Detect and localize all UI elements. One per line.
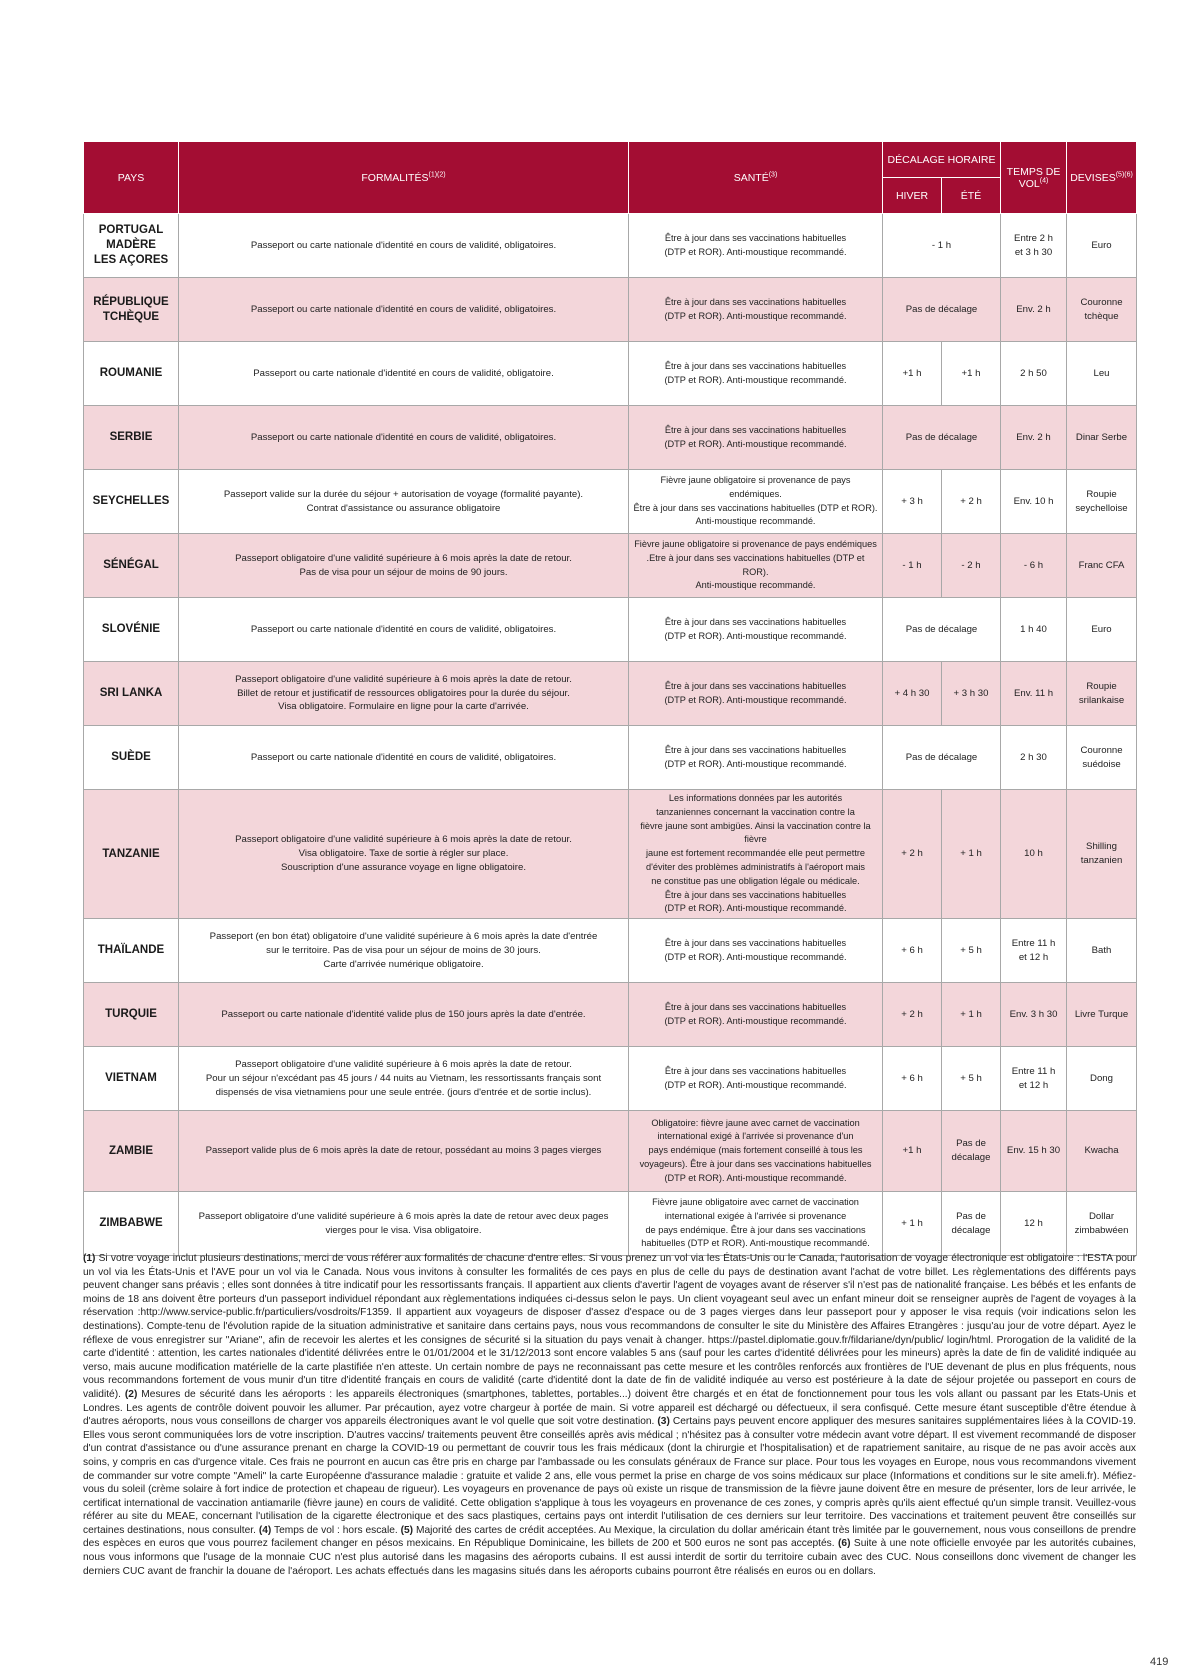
table-row [84,1192,1137,1256]
table-row [84,983,1137,1047]
devise-cell: Kwacha [1067,1111,1137,1192]
sante-cell: Obligatoire: fièvre jaune avec carnet de vaccination international exigé à l'arrivée si provenance d'un pays endémique (mais fortement conseillé à tous les voyageurs). Être à jour dans ses vaccinations habituelles (DTP et ROR). Anti-moustique recommandé. [629,1111,883,1192]
devise-cell: Roupie seychelloise [1067,470,1137,534]
travel-info-table [83,141,1137,1256]
formalites-cell: Passeport obligatoire d'une validité supérieure à 6 mois après la date de retour. Billet de retour et justificatif de ressources obligatoires pour la durée du séjour. Visa obligatoire. Formulaire en ligne pour la carte d'arrivée. [179,662,629,726]
table-row [84,662,1137,726]
formalites-cell: Passeport obligatoire d'une validité supérieure à 6 mois après la date de retour. Pour un séjour n'excédant pas 45 jours / 44 nuits au Vietnam, les ressortissants français sont dispensés de visa vietnamiens pour une seule entrée. (jours d'entrée et de sortie inclus). [179,1047,629,1111]
ete-cell: - 2 h [942,534,1001,598]
formalites-cell: Passeport ou carte nationale d'identité en cours de validité, obligatoires. [179,726,629,790]
header-hiver: HIVER [883,178,942,214]
sante-cell: Être à jour dans ses vaccinations habituelles (DTP et ROR). Anti-moustique recommandé. [629,598,883,662]
formalites-cell: Passeport ou carte nationale d'identité valide plus de 150 jours après la date d'entrée. [179,983,629,1047]
header-devises: $DEVISES^{(5)(6)}$ [1067,142,1137,214]
footnote-number: (6) [838,1538,851,1550]
formalites-cell: Passeport ou carte nationale d'identité en cours de validité, obligatoire. [179,342,629,406]
temps-de-vol-cell: Entre 2 h et 3 h 30 [1001,214,1067,278]
sante-cell: Fièvre jaune obligatoire si provenance de pays endémiques. Être à jour dans ses vaccinations habituelles (DTP et ROR). Anti-moustique recommandé. [629,470,883,534]
temps-de-vol-cell: Env. 15 h 30 [1001,1111,1067,1192]
temps-de-vol-cell: 1 h 40 [1001,598,1067,662]
sante-cell: Être à jour dans ses vaccinations habituelles (DTP et ROR). Anti-moustique recommandé. [629,726,883,790]
country-cell: SUÈDE [84,726,179,790]
header-decalage-horaire: DÉCALAGE HORAIRE [883,142,1001,178]
ete-cell: +1 h [942,342,1001,406]
ete-cell: + 1 h [942,790,1001,919]
footnote-number: (2) [124,1388,138,1400]
country-cell: RÉPUBLIQUE TCHÈQUE [84,278,179,342]
footnote-text: Certains pays peuvent encore appliquer des mesures sanitaires supplémentaires liées à la COVID-19. Elles vous seront communiquées lors de votre inscription. D'autres vaccins/ traitements peuvent être conseillés après avis médical ; n'hésitez pas à consulter votre médecin avant votre départ. Il est vivement recommandé de disposer d'un contrat d'assistance ou d'une assurance prenant en charge la COVID-19 ou permettant de couvrir tous les frais médicaux (dont la chirurgie et l'hospitalisation) et de rapatriement sanitaire, au risque de ne pas avoir accès aux soins, y compris en cas d'urgence vitale. Ces frais ne pourront en aucun cas être pris en charge par l'ambassade ou les consulats généraux de France sur place. Pour tous les voyages en Europe, nous vous recommandons vivement de commander sur votre compte "Ameli" la carte Européenne d'assurance maladie : gratuite et valide 2 ans, elle vous permet la prise en charge de vos soins médicaux sur place (Informations et conditions sur le site ameli.fr). Méfiez-vous du soleil (crème solaire à fort indice de protection et chapeau de rigueur). Les voyageurs en provenance de pays où existe un risque de transmission de la fièvre jaune doivent être en mesure de présenter, lors de leur arrivée, le certificat international de vaccination antiamarile (fièvre jaune) en cours de validité. Cette obligation s'applique à tous les voyageurs en provenance de ces zones, y compris après qu'ils aient effectué qu'un simple transit. Veuillez-vous référer au site du MEAE, concernant l'utilisation de la cigarette électronique et des sacs plastiques, certains pays ont interdit l'utilisation de ces derniers sur leur territoire. Des vaccinations et traitement peuvent être conseillés sur certaines destinations, nous consulter. [83,1416,1136,1536]
table-body [84,214,1137,1256]
footnote-text: Mesures de sécurité dans les aéroports : les appareils électroniques (smartphones, tablettes, portables...) doivent être chargés et en état de fonctionnement pour tous les vols allant ou passant par les Etats-Unis et Londres. Les agents de contrôle doivent pouvoir les allumer. Par précaution, ayez votre chargeur à portée de main. Si votre appareil est déchargé ou défectueux, il sera confisqué. Cette mesure étant susceptible d'être étendue à d'autres aéroports, nous vous conseillons de charger vos appareils électroniques avant le vol quelle que soit votre destination. [83,1388,1136,1428]
sante-cell: Les informations données par les autorités tanzaniennes concernant la vaccination contre la fièvre jaune sont ambigües. Ainsi la vaccination contre la fièvre jaune est fortement recommandée elle peut permettre d'éviter des problèmes administratifs à l'aéroport mais ne constitue pas une obligation légale ou médicale. Être à jour dans ses vaccinations habituelles (DTP et ROR). Anti-moustique recommandé. [629,790,883,919]
formalites-cell: Passeport ou carte nationale d'identité en cours de validité, obligatoires. [179,278,629,342]
devise-cell: Leu [1067,342,1137,406]
country-cell: PORTUGAL MADÈRE LES AÇORES [84,214,179,278]
hiver-cell: + 2 h [883,983,942,1047]
header-sante: SANTÉ$^{(3)}$ [629,142,883,214]
temps-de-vol-cell: 2 h 30 [1001,726,1067,790]
table-row [84,214,1137,278]
formalites-cell: Passeport (en bon état) obligatoire d'une validité supérieure à 6 mois après la date d'entrée sur le territoire. Pas de visa pour un séjour de moins de 30 jours. Carte d'arrivée numérique obligatoire. [179,919,629,983]
temps-de-vol-cell: 2 h 50 [1001,342,1067,406]
temps-de-vol-cell: Entre 11 h et 12 h [1001,1047,1067,1111]
temps-de-vol-cell: 10 h [1001,790,1067,919]
formalites-cell: Passeport obligatoire d'une validité supérieure à 6 mois après la date de retour. Pas de visa pour un séjour de moins de 90 jours. [179,534,629,598]
hiver-cell: +1 h [883,1111,942,1192]
header-temps-de-vol: TEMPS DE VOL$^{(4)}$ [1001,142,1067,214]
country-cell: ZIMBABWE [84,1192,179,1256]
country-cell: SÉNÉGAL [84,534,179,598]
country-cell: SLOVÉNIE [84,598,179,662]
footnote-number: (3) [657,1416,670,1428]
devise-cell: Roupie srilankaise [1067,662,1137,726]
sante-cell: Fièvre jaune obligatoire avec carnet de vaccination international exigée à l'arrivée si provenance de pays endémique. Être à jour dans ses vaccinations habituelles (DTP et ROR). Anti-moustique recommandé. [629,1192,883,1256]
hiver-cell: + 6 h [883,919,942,983]
devise-cell: Dong [1067,1047,1137,1111]
temps-de-vol-cell: - 6 h [1001,534,1067,598]
devise-cell: Shilling tanzanien [1067,790,1137,919]
devise-cell: Dollar zimbabwéen [1067,1192,1137,1256]
devise-cell: Franc CFA [1067,534,1137,598]
temps-de-vol-cell: Entre 11 h et 12 h [1001,919,1067,983]
formalites-cell: Passeport valide plus de 6 mois après la date de retour, possédant au moins 3 pages vierges [179,1111,629,1192]
footnote-text: Si votre voyage inclut plusieurs destinations, merci de vous référer aux formalités de chacune d'entre elles. Si vous prenez un vol via les États-Unis ou le Canada, l'autorisation de voyage électronique est obligatoire : l'ESTA pour un vol via les États-Unis et l'AVE pour un vol via le Canada. Nous vous invitons à consulter les formalités de ces pays en plus de celle du pays de destination avant l'achat de votre billet. Les règlementations des différents pays peuvent changer sans préavis ; elles sont données à titre indicatif pour les ressortissants français. Il appartient aux clients d'avertir l'agent de voyages avant de réserver s'il n'est pas de nationalité française. Les bébés et les enfants de moins de 18 ans doivent être porteurs d'un passeport individuel répondant aux règlementations indiquées ci-dessus selon le pays. Un client voyageant seul avec un enfant mineur doit se renseigner auprès de l'agent de voyages à la réservation :http://www.service-public.fr/particuliers/vosdroits/F1359. Il appartient aux voyageurs de disposer d'assez d'espace ou de 3 pages vierges dans leur passeport pour y apposer le visa requis (voir indications selon les destinations). Compte-tenu de l'évolution rapide de la situation administrative et sanitaire dans certains pays, nous vous recommandons de consulter le site du Ministère des Affaires Etrangères : jusqu'au jour de votre départ. Ayez le réflexe de vous enregistrer sur "Ariane", afin de recevoir les alertes et les consignes de sécurité si la situation du pays venait à changer. https://pastel.diplomatie.gouv.fr/fildariane/dyn/public/ login/html. Prorogation de la validité de la carte d'identité : attention, les cartes nationales d'identité délivrées entre le 01/01/2004 et le 31/12/2013 sont encore valables 5 ans (sauf pour les cartes d'identité délivrées pour les mineurs) après la date de fin de validité indiquée au verso, mais aucune modification matérielle de la carte plastifiée n'en atteste. Un certain nombre de pays ne reconnaissant pas cette mesure et les contrôles renforcés aux frontières de l'UE devenant de plus en plus fréquents, nous vous recommandons fortement de vous munir d'un titre d'identité français en cours de validité (carte d'identité dont la date de fin de validité indiquée au verso est postérieure à la date de séjour projetée ou passeport en cours de validité). [83,1253,1136,1400]
ete-cell: Pas de décalage [942,1192,1001,1256]
sante-cell: Fièvre jaune obligatoire si provenance de pays endémiques .Etre à jour dans ses vaccinations habituelles (DTP et ROR). Anti-moustique recommandé. [629,534,883,598]
sante-cell: Être à jour dans ses vaccinations habituelles (DTP et ROR). Anti-moustique recommandé. [629,919,883,983]
hiver-cell: + 2 h [883,790,942,919]
decalage-cell: Pas de décalage [883,726,1001,790]
hiver-cell: + 1 h [883,1192,942,1256]
table-row [84,598,1137,662]
decalage-cell: - 1 h [883,214,1001,278]
sante-cell: Être à jour dans ses vaccinations habituelles (DTP et ROR). Anti-moustique recommandé. [629,278,883,342]
country-cell: TURQUIE [84,983,179,1047]
country-cell: SERBIE [84,406,179,470]
decalage-cell: Pas de décalage [883,598,1001,662]
decalage-cell: Pas de décalage [883,406,1001,470]
devise-cell: Couronne tchèque [1067,278,1137,342]
formalites-cell: Passeport ou carte nationale d'identité en cours de validité, obligatoires. [179,598,629,662]
devise-cell: Couronne suédoise [1067,726,1137,790]
page-number: 419 [1150,1656,1169,1668]
temps-de-vol-cell: Env. 2 h [1001,406,1067,470]
country-cell: ZAMBIE [84,1111,179,1192]
header-formalites: $FORMALITÉS^{(1)(2)}$ [179,142,629,214]
table-row [84,1111,1137,1192]
sante-cell: Être à jour dans ses vaccinations habituelles (DTP et ROR). Anti-moustique recommandé. [629,214,883,278]
sante-cell: Être à jour dans ses vaccinations habituelles (DTP et ROR). Anti-moustique recommandé. [629,1047,883,1111]
sante-cell: Être à jour dans ses vaccinations habituelles (DTP et ROR). Anti-moustique recommandé. [629,662,883,726]
ete-cell: + 1 h [942,983,1001,1047]
footnote-text: Suite à une note officielle envoyée par les autorités cubaines, nous vous informons que l'usage de la monnaie CUC n'est plus autorisé dans les magasins des aéroports cubains. Il est aussi interdit de sortir du territoire cubain avec des CUC. Nous conseillons donc vivement de changer les derniers CUC avant de franchir la douane de l'aéroport. Les achats effectués dans les magasins situés dans les aéroports cubains pourront être réalisés en euros ou en dollars. [83,1538,1136,1577]
temps-de-vol-cell: Env. 3 h 30 [1001,983,1067,1047]
sante-cell: Être à jour dans ses vaccinations habituelles (DTP et ROR). Anti-moustique recommandé. [629,342,883,406]
table-row [84,534,1137,598]
footnote-number: (1) [83,1253,96,1264]
table-row [84,278,1137,342]
temps-de-vol-cell: Env. 2 h [1001,278,1067,342]
sante-cell: Être à jour dans ses vaccinations habituelles (DTP et ROR). Anti-moustique recommandé. [629,406,883,470]
sante-cell: Être à jour dans ses vaccinations habituelles (DTP et ROR). Anti-moustique recommandé. [629,983,883,1047]
table-row [84,919,1137,983]
table-row [84,790,1137,919]
footnote-number: (4) [258,1524,272,1536]
formalites-cell: Passeport valide sur la durée du séjour + autorisation de voyage (formalité payante). Contrat d'assistance ou assurance obligatoire [179,470,629,534]
hiver-cell: + 4 h 30 [883,662,942,726]
footnote-number: (5) [400,1524,414,1536]
devise-cell: Dinar Serbe [1067,406,1137,470]
hiver-cell: - 1 h [883,534,942,598]
formalites-cell: Passeport ou carte nationale d'identité en cours de validité, obligatoires. [179,406,629,470]
country-cell: THAÏLANDE [84,919,179,983]
temps-de-vol-cell: 12 h [1001,1192,1067,1256]
table-row [84,406,1137,470]
footnote-text: Majorité des cartes de crédit acceptées. Au Mexique, la circulation du dollar américain étant très limitée par le gouvernement, nous vous conseillons de prendre des espèces en euros que vous pourrez facilement changer en pésos mexicains. En République Dominicaine, les billets de 200 et 500 euros ne sont pas acceptés. [83,1524,1136,1550]
country-cell: SEYCHELLES [84,470,179,534]
devise-cell: Livre Turque [1067,983,1137,1047]
temps-de-vol-cell: Env. 10 h [1001,470,1067,534]
hiver-cell: +1 h [883,342,942,406]
footnote-text: Temps de vol : hors escale. [271,1524,401,1536]
country-cell: TANZANIE [84,790,179,919]
hiver-cell: + 3 h [883,470,942,534]
ete-cell: + 3 h 30 [942,662,1001,726]
ete-cell: + 5 h [942,919,1001,983]
hiver-cell: + 6 h [883,1047,942,1111]
devise-cell: Euro [1067,214,1137,278]
temps-de-vol-cell: Env. 11 h [1001,662,1067,726]
header-ete: ÉTÉ [942,178,1001,214]
ete-cell: Pas de décalage [942,1111,1001,1192]
header-pays: PAYS [84,142,179,214]
formalites-cell: Passeport ou carte nationale d'identité en cours de validité, obligatoires. [179,214,629,278]
devise-cell: Euro [1067,598,1137,662]
country-cell: SRI LANKA [84,662,179,726]
decalage-cell: Pas de décalage [883,278,1001,342]
footnotes [83,1252,1136,1578]
ete-cell: + 2 h [942,470,1001,534]
table-row [84,1047,1137,1111]
devise-cell: Bath [1067,919,1137,983]
formalites-cell: Passeport obligatoire d'une validité supérieure à 6 mois après la date de retour avec deux pages vierges pour le visa. Visa obligatoire. [179,1192,629,1256]
ete-cell: + 5 h [942,1047,1001,1111]
country-cell: VIETNAM [84,1047,179,1111]
table-row [84,342,1137,406]
table-row [84,726,1137,790]
table-row [84,470,1137,534]
formalites-cell: Passeport obligatoire d'une validité supérieure à 6 mois après la date de retour. Visa obligatoire. Taxe de sortie à régler sur place. Souscription d'une assurance voyage en ligne obligatoire. [179,790,629,919]
country-cell: ROUMANIE [84,342,179,406]
